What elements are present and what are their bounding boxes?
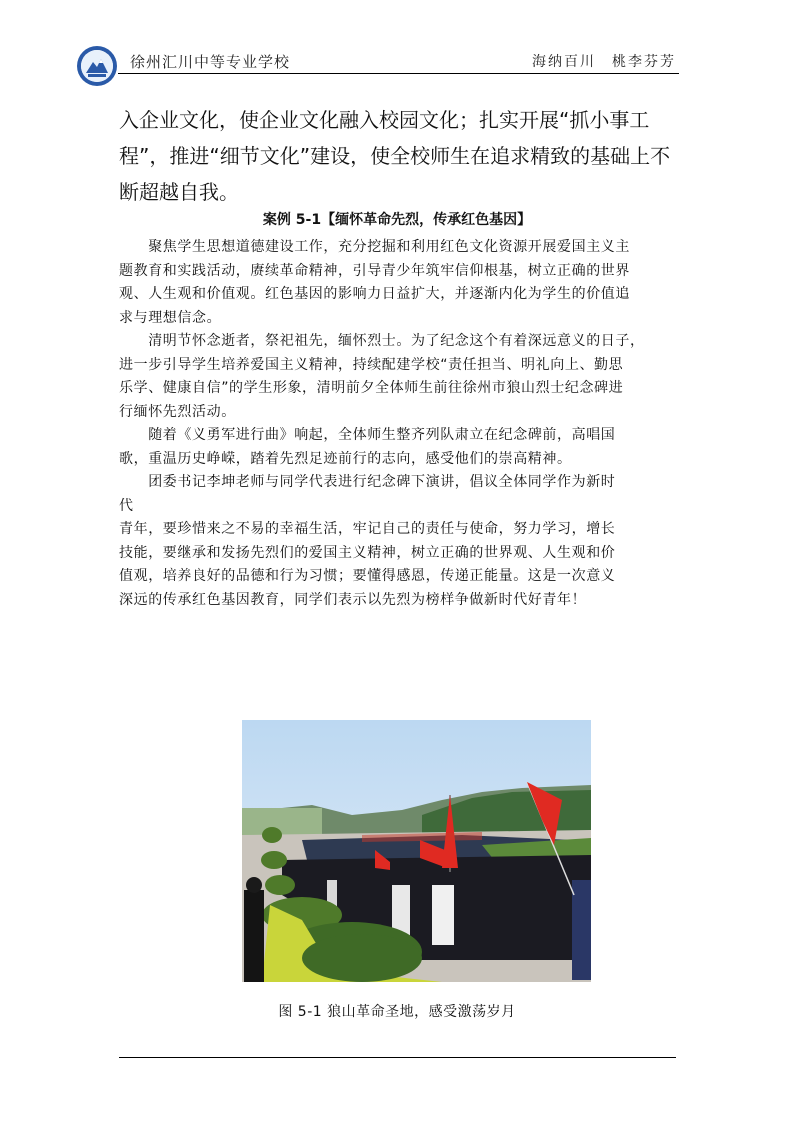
case-body [119, 236, 681, 612]
intro-line: 断超越自我。 [119, 180, 239, 204]
school-name: 徐州汇川中等专业学校 [130, 53, 291, 71]
body-line: 题教育和实践活动，赓续革命精神，引导青少年筑牢信仰根基，树立正确的世界 [119, 262, 630, 279]
memorial-ceremony-photo [242, 720, 591, 982]
body-line: 聚焦学生思想道德建设工作，充分挖掘和利用红色文化资源开展爱国主义主 [119, 239, 630, 255]
header-divider [118, 73, 679, 74]
body-line: 歌，重温历史峥嵘，踏着先烈足迹前行的志向，感受他们的崇高精神。 [119, 450, 572, 467]
body-line: 团委书记李坤老师与同学代表进行纪念碑下演讲，倡议全体同学作为新时 [119, 474, 616, 490]
body-line: 值观，培养良好的品德和行为习惯；要懂得感恩，传递正能量。这是一次意义 [119, 568, 616, 584]
case-title: 案例 5-1【缅怀革命先烈，传承红色基因】 [262, 212, 532, 228]
body-line: 观、人生观和价值观。红色基因的影响力日益扩大，并逐渐内化为学生的价值追 [119, 286, 630, 302]
body-line: 深远的传承红色基因教育，同学们表示以先烈为榜样争做新时代好青年！ [119, 591, 587, 608]
figure-caption: 图 5-1 狼山革命圣地，感受激荡岁月 [278, 1004, 516, 1020]
body-line: 行缅怀先烈活动。 [119, 403, 236, 420]
body-line: 进一步引导学生培养爱国主义精神，持续配建学校“责任担当、明礼向上、勤思 [119, 356, 624, 373]
body-line: 清明节怀念逝者，祭祀祖先，缅怀烈士。为了纪念这个有着深远意义的日子， [119, 333, 645, 349]
intro-line: 程”，推进“细节文化”建设，使全校师生在追求精致的基础上不 [119, 144, 671, 168]
body-line: 乐学、健康自信”的学生形象，清明前夕全体师生前往徐州市狼山烈士纪念碑进 [119, 380, 624, 396]
body-line: 求与理想信念。 [119, 309, 222, 326]
body-line: 青年，要珍惜来之不易的幸福生活，牢记自己的责任与使命，努力学习，增长 [119, 521, 616, 537]
school-motto: 海纳百川 桃李芬芳 [532, 54, 676, 70]
body-line: 随着《义勇军进行曲》响起，全体师生整齐列队肃立在纪念碑前，高唱国 [119, 427, 616, 443]
intro-line: 入企业文化，使企业文化融入校园文化；扎实开展“抓小事工 [119, 108, 650, 132]
intro-paragraph [119, 102, 679, 210]
body-line: 技能，要继承和发扬先烈们的爱国主义精神，树立正确的世界观、人生观和价 [119, 544, 616, 561]
body-line: 代 [119, 497, 134, 514]
school-emblem-icon [77, 46, 117, 86]
footer-divider [119, 1057, 676, 1058]
